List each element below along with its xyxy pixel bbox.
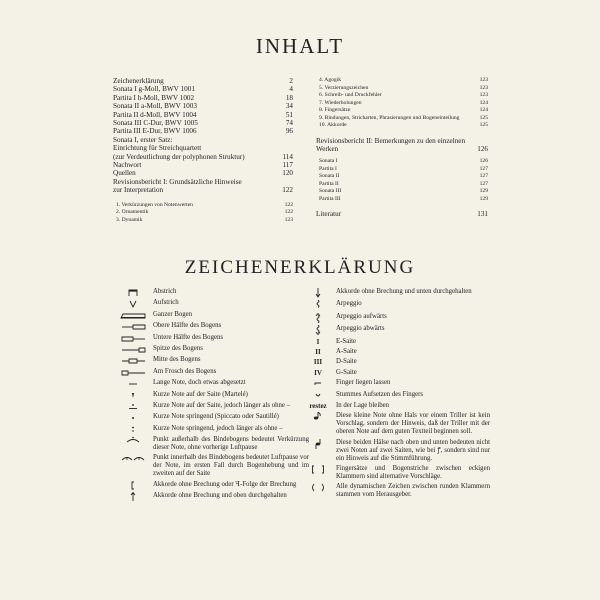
toc-entry-title: Revisionsbericht II: Bemerkungen zu den einzelnen — [316, 136, 466, 145]
toc-entry — [316, 196, 488, 204]
toc-entry-title: (zur Verdeutlichung der polyphonen Struktur) — [113, 152, 245, 161]
legend-description: Kurze Note auf der Saite (Martelé) — [153, 390, 248, 398]
legend-entry — [113, 368, 309, 377]
toc-entry-page: 123 — [479, 77, 488, 83]
legend-entry — [113, 345, 309, 354]
toc-entry-title: Nachwort — [113, 161, 142, 170]
legend-entry — [300, 369, 490, 377]
legend-description: Lange Note, doch etwas abgesetzt — [153, 379, 246, 387]
legend-description: Akkorde ohne Brechung oder ꟻ-Folge der Brechung — [153, 480, 297, 488]
toc-entry — [113, 217, 293, 225]
toc-entry — [113, 119, 293, 127]
toc-entry-page: 122 — [284, 209, 293, 216]
legend-entry — [300, 288, 490, 298]
arrow-up-icon — [113, 492, 153, 502]
upbow-icon — [113, 299, 153, 308]
mute-icon — [300, 391, 336, 400]
legend-right-column — [300, 288, 490, 502]
toc-entry — [316, 181, 488, 189]
legend-description: Mitte des Bogens — [153, 356, 201, 364]
toc-entry-title: Quellen — [113, 169, 136, 178]
legend-entry — [113, 391, 309, 400]
toc-entry-page: 124 — [479, 99, 488, 106]
I-icon: I — [316, 337, 320, 346]
page-title-zeichenerklaerung: ZEICHENERKLÄRUNG — [184, 257, 416, 278]
toc-entry-page: 74 — [285, 119, 293, 128]
downbow-icon — [113, 288, 153, 297]
legend-description: Arpeggio aufwärts — [336, 312, 387, 320]
toc-entry-title: Partita I — [319, 165, 337, 172]
legend-description: Abstrich — [153, 288, 177, 295]
legend-entry — [300, 379, 490, 388]
legend-description: Stummes Aufsetzen des Fingers — [336, 390, 424, 398]
legend-entry — [113, 356, 309, 365]
toc-entry — [113, 94, 293, 102]
toc-entry — [316, 173, 488, 181]
restez-icon: restez — [309, 401, 327, 410]
upper-half-icon — [113, 322, 153, 331]
legend-description: Alle dynamischen Zeichen zwischen runden Klammern stammen vom Herausgeber. — [336, 483, 490, 499]
legend-description: Diese kleine Note ohne Hals vor einem Triller ist kein Vorschlag, sondern der Hinweis, daß der Triller mit der oberen Note auf dem guten Textteil beginnen soll. — [336, 412, 490, 436]
toc-entry — [316, 85, 488, 93]
toc-entry-title: Partita III — [319, 195, 341, 202]
toc-entry-page: 129 — [479, 188, 488, 195]
II-icon: II — [315, 347, 321, 356]
toc-entry — [113, 202, 293, 210]
legend-entry — [113, 322, 309, 331]
legend-description: Punkt außerhalb des Bindebogens bedeutet Verkürzung dieser Note, ohne vorherige Luftpause — [153, 436, 309, 452]
toc-entry — [316, 158, 488, 166]
toc-entry-page: 96 — [285, 127, 293, 136]
legend-entry — [300, 391, 490, 400]
toc-entry-page: 122 — [282, 186, 293, 195]
legend-entry — [113, 492, 309, 502]
toc-entry — [316, 107, 488, 115]
IV-icon: IV — [314, 368, 322, 377]
toc-entry-page: 123 — [479, 84, 488, 91]
legend-description: Obere Hälfte des Bogens — [153, 322, 222, 330]
legend-entry — [300, 348, 490, 356]
finger-lie-icon — [300, 379, 336, 388]
toc-entry — [113, 144, 293, 152]
lower-half-icon — [113, 334, 153, 343]
legend-entry — [300, 325, 490, 335]
toc-entry-title: Partita I h-Moll, BWV 1002 — [113, 93, 195, 102]
toc-entry-title: zur Interpretation — [113, 186, 164, 195]
arpeggio-down-icon — [300, 325, 336, 335]
toc-entry-title: Sonata III C-Dur, BWV 1005 — [113, 119, 198, 128]
toc-entry-title: 4. Agogik — [319, 77, 342, 83]
legend-description: Akkorde ohne Brechung und unten durchgehalten — [336, 288, 472, 295]
legend-entry — [300, 358, 490, 366]
legend-entry — [113, 402, 309, 411]
toc-entry — [316, 115, 488, 123]
toc-entry-title: 1. Verkürzungen von Notenwerten — [116, 201, 193, 208]
whole-bow-icon — [113, 311, 153, 320]
toc-entry-page: 4 — [289, 85, 293, 94]
legend-description: Arpeggio — [336, 300, 362, 308]
legend-description: Aufstrich — [153, 299, 179, 307]
toc-entry-title: Werken — [316, 144, 339, 153]
legend-left-column — [113, 288, 309, 505]
toc-entry-title: Einrichtung für Streichquartett — [113, 144, 202, 153]
toc-entry — [316, 137, 488, 145]
toc-entry — [113, 178, 293, 186]
legend-entry — [300, 338, 490, 346]
toc-entry-page: 129 — [479, 195, 488, 202]
toc-entry-title: 8. Fingersätze — [319, 107, 351, 113]
toc-entry-title: 3. Dynamik — [116, 216, 143, 223]
legend-description: In der Lage bleiben — [336, 401, 390, 409]
toc-entry — [316, 145, 488, 153]
toc-entry-title: 6. Schreib- und Druckfehler — [319, 92, 382, 98]
toc-entry — [113, 136, 293, 144]
legend-description: Arpeggio abwärts — [336, 325, 385, 333]
toc-entry-page: 126 — [479, 158, 488, 165]
toc-entry-page: 34 — [285, 102, 293, 111]
small-note-icon — [300, 412, 336, 436]
toc-entry-title: Partita III E-Dur, BWV 1006 — [113, 127, 197, 136]
toc-entry — [316, 166, 488, 174]
tip-icon — [113, 345, 153, 354]
toc-entry — [316, 122, 488, 130]
wedge-icon — [113, 391, 153, 400]
legend-description: Ganzer Bogen — [153, 310, 193, 318]
legend-description: Untere Hälfte des Bogens — [153, 333, 224, 341]
legend-entry — [113, 334, 309, 343]
toc-right-column — [316, 77, 488, 219]
legend-description: Diese beiden Hälse nach oben und unten bedeuten nicht zwei Noten auf zwei Saiten, wie bei ꝭ, sondern sind nur ein Hinweis auf die Stimmführung. — [336, 438, 490, 462]
legend-description: Am Frosch des Bogens — [153, 367, 217, 375]
legend-entry — [300, 300, 490, 310]
slur-outer-icon — [113, 436, 153, 452]
toc-entry — [113, 209, 293, 217]
toc-entry-page: 123 — [284, 216, 293, 223]
frog-icon — [113, 368, 153, 377]
legend-description: Punkt innerhalb des Bindebogens bedeutet Luftpause vor der Note, im ersten Fall durch Bogenhebung und im zweiten auf der Saite — [153, 454, 309, 478]
legend-entry — [113, 413, 309, 422]
square-brackets-icon — [300, 465, 336, 481]
legend-entry — [300, 465, 490, 481]
toc-entry-page: 124 — [479, 107, 488, 113]
toc-entry-title: 5. Verzierungszeichen — [319, 84, 369, 91]
III-icon: III — [313, 358, 323, 367]
toc-entry-title: Revisionsbericht I: Grundsätzliche Hinweise — [113, 177, 242, 186]
round-brackets-icon — [300, 483, 336, 499]
toc-entry — [113, 186, 293, 194]
toc-entry-page: 127 — [479, 165, 488, 172]
toc-entry — [113, 111, 293, 119]
toc-entry-page: 125 — [479, 114, 488, 121]
toc-entry-page: 122 — [284, 201, 293, 208]
toc-entry-title: Partita II d-Moll, BWV 1004 — [113, 110, 197, 119]
toc-entry-page: 127 — [479, 173, 488, 180]
toc-entry — [316, 100, 488, 108]
page-title-inhalt: INHALT — [255, 34, 345, 58]
legend-entry — [300, 412, 490, 436]
dot-tenuto-icon — [113, 402, 153, 411]
toc-entry-page: 117 — [282, 161, 293, 170]
toc-entry — [113, 153, 293, 161]
legend-description: E-Saite — [336, 337, 357, 345]
toc-entry-page: 114 — [282, 152, 293, 161]
middle-icon — [113, 356, 153, 365]
toc-left-column — [113, 77, 293, 224]
legend-entry — [113, 311, 309, 320]
legend-entry — [113, 436, 309, 452]
dot-icon — [113, 413, 153, 422]
slur-inner-icon — [113, 454, 153, 478]
legend-entry — [113, 425, 309, 434]
toc-entry-title: Sonata II — [319, 173, 340, 180]
toc-entry — [113, 169, 293, 177]
arrow-down-icon — [300, 288, 336, 298]
toc-entry-title: Sonata III — [319, 188, 342, 195]
legend-description: Kurze Note springend (Spiccato oder Sautillé) — [153, 413, 279, 421]
legend-entry — [300, 483, 490, 499]
toc-entry-page: 51 — [285, 110, 293, 119]
toc-entry-title: Sonata I, erster Satz: — [113, 135, 173, 144]
toc-entry-title: Partita II — [319, 180, 339, 187]
toc-entry — [316, 188, 488, 196]
toc-entry-title: 7. Wiederholungen — [319, 99, 362, 106]
legend-entry — [113, 481, 309, 490]
toc-entry-title: 2. Ornamentik — [116, 209, 149, 216]
legend-description: Finger liegen lassen — [336, 379, 391, 387]
toc-entry-page: 126 — [477, 144, 488, 153]
toc-entry-page: 127 — [479, 180, 488, 187]
toc-entry-title: Sonata I — [319, 158, 338, 165]
legend-description: Spitze des Bogens — [153, 344, 203, 352]
toc-entry-page: 125 — [479, 122, 488, 128]
legend-entry — [300, 402, 490, 410]
toc-entry-title: 10. Akkorde — [319, 122, 347, 128]
legend-entry — [300, 439, 490, 463]
toc-entry — [113, 85, 293, 93]
legend-description: G-Saite — [336, 368, 357, 376]
toc-entry-title: 9. Bindungen, Stricharten, Phrasierungen und Bogeneinteilung — [319, 114, 460, 121]
toc-entry-title: Sonata I g-Moll, BWV 1001 — [113, 85, 195, 94]
legend-description: D-Saite — [336, 358, 357, 366]
toc-entry — [316, 92, 488, 100]
toc-entry — [113, 102, 293, 110]
toc-entry — [316, 77, 488, 85]
bracket-icon — [113, 481, 153, 490]
arpeggio-icon — [300, 300, 336, 310]
toc-entry-title: Zeichenerklärung — [113, 77, 164, 85]
legend-description: Kurze Note auf der Saite, jedoch länger als ohne – — [153, 401, 291, 409]
toc-entry — [113, 127, 293, 135]
toc-entry-title: Sonata II a-Moll, BWV 1003 — [113, 102, 197, 111]
legend-description: A-Saite — [336, 347, 357, 355]
toc-entry-title: Literatur — [316, 210, 342, 219]
legend-entry — [113, 299, 309, 308]
toc-entry-page: 18 — [285, 93, 293, 102]
toc-entry-page: 123 — [479, 92, 488, 98]
legend-entry — [113, 379, 309, 388]
legend-entry — [113, 288, 309, 297]
toc-entry — [113, 77, 293, 85]
toc-entry — [113, 161, 293, 169]
tenuto-icon — [113, 379, 153, 388]
toc-entry-page: 131 — [477, 210, 488, 219]
legend-entry — [300, 313, 490, 323]
legend-entry — [113, 454, 309, 478]
toc-entry-page: 120 — [282, 169, 293, 178]
toc-entry-page: 2 — [289, 77, 293, 85]
arpeggio-up-icon — [300, 313, 336, 323]
legend-description: Akkorde ohne Brechung und oben durchgehalten — [153, 492, 287, 500]
two-stems-icon — [300, 439, 336, 463]
legend-description: Fingersätze und Bogenstriche zwischen eckigen Klammern sind alternative Vorschläge. — [336, 465, 490, 481]
toc-entry — [316, 210, 488, 218]
dot-dash-icon — [113, 425, 153, 434]
legend-description: Kurze Note springend, jedoch länger als ohne – — [153, 424, 283, 432]
